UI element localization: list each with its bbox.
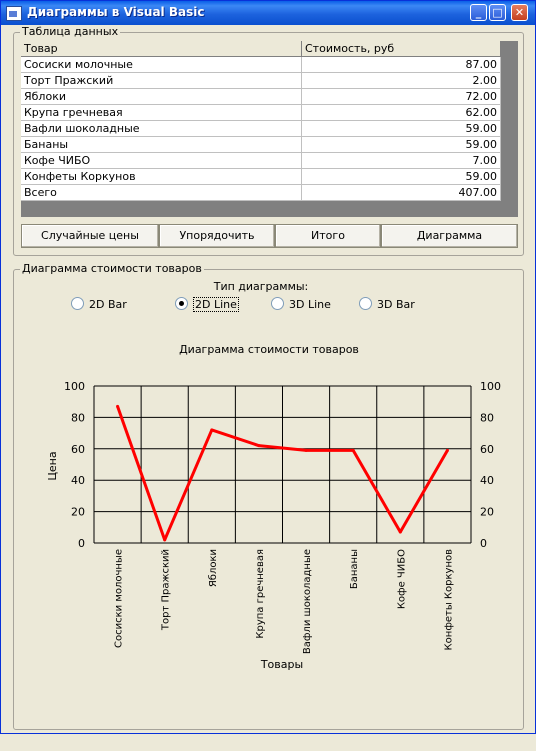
x-tick-label: Крупа гречневая — [254, 549, 266, 639]
maximize-button[interactable]: □ — [489, 4, 506, 21]
radio-circle[interactable] — [271, 297, 284, 310]
data-point — [257, 444, 260, 447]
radio-2d-bar[interactable] — [71, 297, 127, 311]
product-cell[interactable]: Вафли шоколадные — [21, 121, 302, 137]
price-cell[interactable]: 59.00 — [302, 121, 501, 137]
window-title: Диаграммы в Visual Basic — [27, 5, 205, 19]
close-button[interactable]: ✕ — [511, 4, 528, 21]
y-tick-label-right: 100 — [480, 380, 501, 393]
x-tick-label: Яблоки — [207, 549, 219, 588]
table-row[interactable] — [21, 105, 501, 121]
total-value-cell[interactable]: 407.00 — [302, 185, 501, 201]
radio-circle[interactable] — [71, 297, 84, 310]
price-cell[interactable]: 62.00 — [302, 105, 501, 121]
product-cell[interactable]: Крупа гречневая — [21, 105, 302, 121]
total-label-cell[interactable]: Всего — [21, 185, 302, 201]
radio-label: 3D Line — [289, 298, 331, 311]
price-cell[interactable]: 72.00 — [302, 89, 501, 105]
data-grid[interactable] — [21, 41, 518, 217]
price-cell[interactable]: 59.00 — [302, 137, 501, 153]
y-tick-label-left: 40 — [71, 474, 85, 488]
data-point — [116, 405, 119, 408]
data-table — [21, 41, 501, 201]
table-header-row — [21, 41, 501, 57]
minimize-button[interactable]: _ — [470, 4, 487, 21]
radio-label: 3D Bar — [377, 298, 415, 311]
product-cell[interactable]: Яблоки — [21, 89, 302, 105]
title-bar[interactable] — [1, 1, 535, 25]
data-point — [305, 449, 308, 452]
data-point — [210, 428, 213, 431]
radio-circle[interactable] — [359, 297, 372, 310]
price-cell[interactable]: 2.00 — [302, 73, 501, 89]
chart-button[interactable]: Диаграмма — [381, 224, 518, 248]
y-tick-label-left: 80 — [71, 411, 85, 425]
price-chart — [1, 331, 536, 751]
y-tick-label-left: 20 — [71, 505, 85, 519]
x-tick-label: Кофе ЧИБО — [396, 549, 408, 610]
table-row[interactable] — [21, 153, 501, 169]
y-axis-label: Цена — [46, 451, 59, 481]
x-tick-label: Сосиски молочные — [113, 549, 125, 648]
table-row[interactable] — [21, 89, 501, 105]
price-cell[interactable]: 7.00 — [302, 153, 501, 169]
radio-circle-selected[interactable] — [175, 297, 188, 310]
app-icon[interactable] — [6, 6, 22, 21]
y-tick-label-left: 0 — [78, 537, 85, 550]
product-cell[interactable]: Конфеты Коркунов — [21, 169, 302, 185]
random-prices-button[interactable]: Случайные цены — [21, 224, 159, 248]
chart-type-label: Тип диаграммы: — [213, 280, 309, 293]
x-tick-label: Вафли шоколадные — [302, 549, 314, 655]
radio-3d-bar[interactable] — [359, 297, 415, 311]
radio-2d-line[interactable] — [175, 297, 239, 311]
table-row[interactable] — [21, 121, 501, 137]
price-cell[interactable]: 59.00 — [302, 169, 501, 185]
y-tick-label-right: 40 — [480, 474, 494, 488]
radio-label: 2D Line — [195, 298, 237, 311]
radio-3d-line[interactable] — [271, 297, 331, 311]
total-button[interactable]: Итого — [275, 224, 381, 248]
table-row[interactable] — [21, 73, 501, 89]
sort-button[interactable]: Упорядочить — [159, 224, 275, 248]
product-cell[interactable]: Бананы — [21, 137, 302, 153]
chart-group-label: Диаграмма стоимости товаров — [22, 262, 202, 275]
y-tick-label-left: 100 — [64, 380, 85, 393]
y-tick-label-left: 60 — [71, 442, 85, 456]
data-point — [352, 449, 355, 452]
column-header-price[interactable]: Стоимость, руб — [302, 41, 501, 57]
table-row[interactable] — [21, 137, 501, 153]
x-tick-label: Торт Пражский — [160, 549, 172, 631]
price-cell[interactable]: 87.00 — [302, 57, 501, 73]
table-row[interactable] — [21, 169, 501, 185]
product-cell[interactable]: Кофе ЧИБО — [21, 153, 302, 169]
data-point — [399, 531, 402, 534]
x-tick-label: Бананы — [349, 549, 361, 590]
y-tick-label-right: 80 — [480, 411, 494, 425]
y-tick-label-right: 0 — [480, 537, 487, 550]
table-row[interactable] — [21, 57, 501, 73]
y-tick-label-right: 60 — [480, 442, 494, 456]
column-header-product[interactable]: Товар — [21, 41, 302, 57]
table-group-label: Таблица данных — [22, 25, 119, 38]
product-cell[interactable]: Торт Пражский — [21, 73, 302, 89]
x-tick-label: Конфеты Коркунов — [443, 549, 455, 651]
data-point — [446, 449, 449, 452]
y-tick-label-right: 20 — [480, 505, 494, 519]
table-row-total[interactable] — [21, 185, 501, 201]
product-cell[interactable]: Сосиски молочные — [21, 57, 302, 73]
chart-title: Диаграмма стоимости товаров — [179, 343, 359, 356]
x-axis-label: Товары — [260, 658, 304, 671]
data-point — [163, 538, 166, 541]
radio-label: 2D Bar — [89, 298, 127, 311]
